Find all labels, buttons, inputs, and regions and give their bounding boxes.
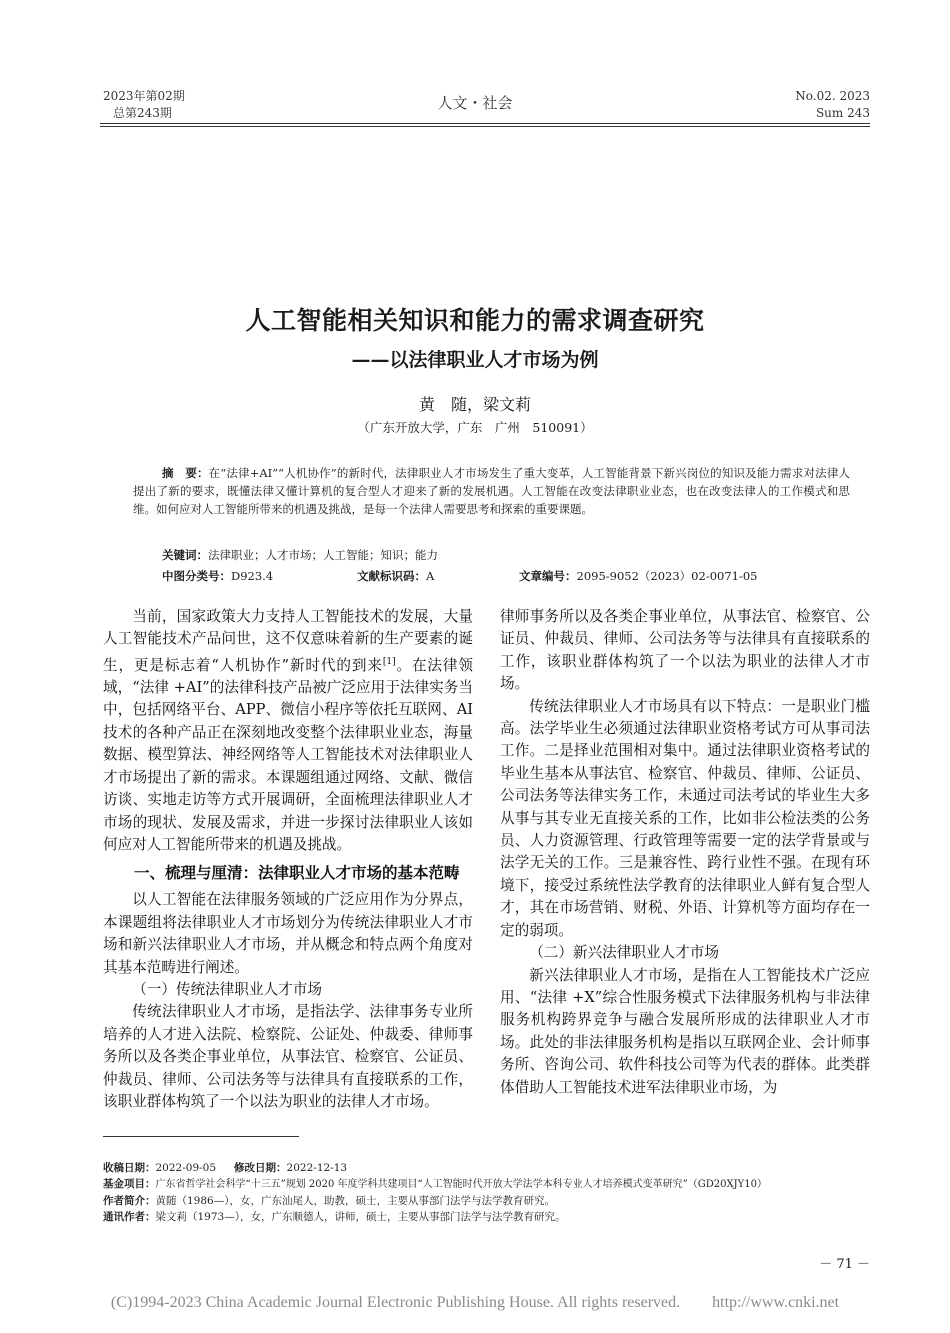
page-number: － 71 － [819,1257,870,1272]
header-rule-secondary [100,126,870,127]
classification-row [162,568,862,586]
paragraph-traditional-market-cont: 律师事务所以及各类企事业单位，从事法官、检察官、公证员、仲裁员、律师、公司法务等与法律具有直接联系的工作，该职业群体构筑了一个以法为职业的法律人才市场。 [500,608,870,693]
author-label: 作者简介： [103,1195,156,1207]
subsection-heading-2: （二）新兴法律职业人才市场 [529,944,719,962]
keywords-label: 关键词： [162,548,208,562]
article-affiliation: （广东开放大学，广东 广州 510091） [357,420,593,435]
citation-ref: [1] [382,656,396,667]
doc-code-value: A [426,569,435,583]
issue-en: No.02. 2023 [795,89,870,103]
footnote-fund [103,1176,873,1193]
clc-code [162,568,273,584]
article-number-value: 2095-9052（2023）02-0071-05 [576,569,758,583]
paragraph-intro [103,606,473,856]
revised-date: 2022-12-13 [286,1162,348,1174]
footnote-dates [103,1160,873,1176]
author-text: 黄随（1986—），女，广东汕尾人，助教，硕士，主要从事部门法学与法学教育研究。 [155,1195,555,1207]
fund-label: 基金项目： [103,1178,156,1190]
corresponding-text: 梁文莉（1973—），女，广东顺德人，讲师，硕士，主要从事部门法学与法学教育研究。 [155,1211,566,1223]
article-subtitle: ——以法律职业人才市场为例 [351,349,599,371]
clc-value: D923.4 [231,569,274,583]
paragraph-intro-cont: 在法律领域，“法律 +AI”的法律科技产品被广泛应用于法律实务当中，包括网络平台、APP、微信小程序等依托互联网、AI 技术的各种产品正在深刻地改变整个法律职业业态，海量数据、模型算法、神经网络等人工智能技术对法律职业人才市场提出了新的需求。本课题组通过网络、文献、微信访谈、实地走访等方式开展调研，全面梳理法律职业人才市场的现状、发展及需求，并进一步探讨法律职业人该如何应对人工智能所带来的机遇及挑战。 [103,656,473,853]
fund-text: 广东省哲学社会科学“十三五”规划 2020 年度学科共建项目“人工智能时代开放大学法学本科专业人才培养模式变革研究”（GD20XJY10） [155,1179,767,1190]
received-date: 2022-09-05 [155,1162,217,1174]
article-title: 人工智能相关知识和能力的需求调查研究 [245,306,705,335]
article-number-label: 文章编号： [519,569,577,583]
footnotes [103,1160,873,1225]
journal-section: 人文・社会 [437,94,513,112]
footnote-author [103,1193,873,1209]
paragraph-intro-text: 当前，国家政策大力支持人工智能技术的发展，大量人工智能技术产品问世，这不仅意味着新的生产要素的诞生，更是标志着“人机协作”新时代的到来 [103,608,473,674]
paragraph-section-1: 以人工智能在法律服务领域的广泛应用作为分界点，本课题组将法律职业人才市场划分为传统法律职业人才市场和新兴法律职业人才市场，并从概念和特点两个角度对其基本范畴进行阐述。 [103,891,473,976]
paragraph-traditional-features: 传统法律职业人才市场具有以下特点：一是职业门槛高。法学毕业生必须通过法律职业资格考试方可从事司法工作。二是择业范围相对集中。通过法律职业资格考试的毕业生基本从事法官、检察官、仲裁员、律师、公证员、公司法务等法律实务工作，未通过司法考试的毕业生大多从事与其专业无直接关系的工作，比如非公检法类的公务员、人力资源管理、行政管理等需要一定的法学背景或与法学无关的工作。三是兼容性、跨行业性不强。在现有环境下，接受过系统性法学教育的法律职业人鲜有复合型人才，其在市场营销、财税、外语、计算机等方面均存在一定的弱项。 [500,697,870,939]
footnote-rule [103,1136,299,1137]
paragraph-traditional-market-text: 传统法律职业人才市场，是指法学、法律事务专业所培养的人才进入法院、检察院、公证处、仲裁委、律师事务所以及各类企事业单位，从事法官、检察官、公证员、仲裁员、律师、公司法务等与法律具有直接联系的工作，该职业群体构筑了一个以法为职业的法律人才市场。 [103,1003,473,1110]
copyright-notice: (C)1994-2023 China Academic Journal Electronic Publishing House. All rights reserved. http://www.cnki.net [110,1294,840,1311]
footnote-corresponding [103,1209,873,1225]
abstract [133,464,850,518]
section-heading-1: 一、梳理与厘清：法律职业人才市场的基本范畴 [134,864,460,883]
header-rule [100,123,870,124]
paragraph-traditional-market [103,1001,473,1110]
paragraph-emerging-market: 新兴法律职业人才市场，是指在人工智能技术广泛应用、“法律 +X”综合性服务模式下法律服务机构与非法律服务机构跨界竞争与融合发展所形成的法律职业人才市场。此处的非法律服务机构是指以互联网企业、会计师事务所、咨询公司、软件科技公司等为代表的群体。此类群体借助人工智能技术进军法律职业市场，为 [500,966,870,1096]
clc-label: 中图分类号： [162,569,231,583]
paragraph-intro-end: 。 [395,656,412,674]
total-issue-cn: 总第243期 [113,106,172,120]
keywords [162,546,438,564]
doc-code-label: 文献标识码： [357,569,426,583]
abstract-label: 摘 要： [162,466,209,480]
corresponding-label: 通讯作者： [103,1211,156,1223]
header-issue-info-en [795,88,870,122]
doc-code [357,568,434,584]
body-column-left [103,606,473,1110]
keywords-text: 法律职业；人才市场；人工智能；知识；能力 [208,548,438,562]
revised-label: 修改日期： [234,1162,287,1174]
subsection-heading-1: （一）传统法律职业人才市场 [132,980,322,998]
issue-cn: 2023年第02期 [103,89,185,103]
total-issue-en: Sum 243 [815,106,870,120]
abstract-text: 在“法律+AI”“人机协作”的新时代，法律职业人才市场发生了重大变革，人工智能背景下新兴岗位的知识及能力需求对法律人提出了新的要求，既懂法律又懂计算机的复合型人才迎来了新的发展机遇。人工智能在改变法律职业业态，也在改变法律人的工作模式和思维。如何应对人工智能所带来的机遇及挑战，是每一个法律人需要思考和探索的重要课题。 [133,466,850,516]
article-number [519,568,758,584]
received-label: 收稿日期： [103,1162,156,1174]
body-column-right [500,606,870,1099]
article-authors: 黄 随，梁文莉 [418,395,531,414]
